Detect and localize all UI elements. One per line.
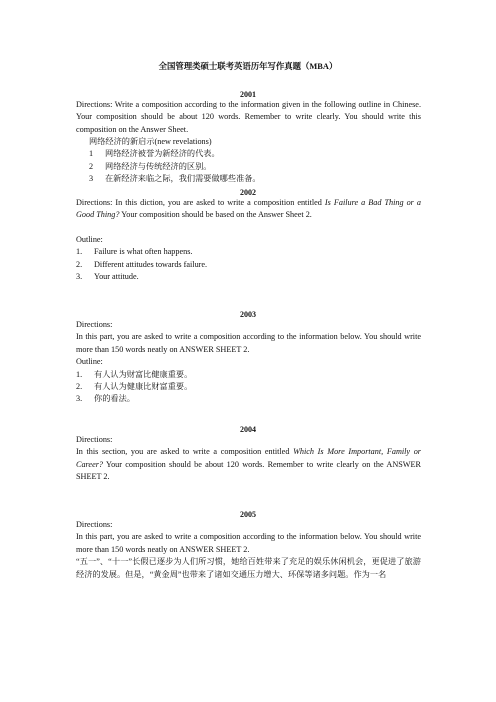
directions-text: Directions: Write a composition according to the information given in the following outline in Chinese. Your composition should be about 120 words. Remember to write clearly. You should write this composition on the Answer Sheet. [76,100,421,134]
section-2003-directions [76,319,421,406]
directions-label: Directions: [76,435,113,444]
directions-text: In this part, you are asked to write a composition according to the information below. You should write more than 150 words neatly on ANSWER SHEET 2. [76,532,421,554]
section-2001-directions [76,99,421,136]
section-2005-directions [76,519,421,581]
section-year-2003: 2003 [240,310,256,319]
outline-item: 1. 有人认为财富比健康重要。 [76,369,193,379]
document-title: 全国管理类硕士联考英语历年写作真题（MBA） [158,62,338,71]
section-year-2001: 2001 [240,90,256,99]
outline-item: 3 在新经济来临之际，我们需要做哪些准备。 [89,174,261,184]
composition-title: Is Failure a Bad Thing or a Good Thing? [76,198,421,220]
body-paragraph: “五一”、“十一”长假已逐步为人们所习惯，她给百姓带来了充足的娱乐休闲机会，更促进了旅游经济的发展。但是，“黄金周”也带来了诸如交通压力增大、环保等诸多问题。作为一名 [76,557,421,579]
outline-item: 1 网络经济被誉为新经济的代表。 [89,149,220,159]
composition-title: Which Is More Important, Family or Career? [76,447,421,469]
section-2001-outline [76,136,421,186]
outline-item: 3. 你的看法。 [76,394,135,404]
section-2004-directions [76,434,421,484]
outline-item: 3. Your attitude. [76,272,139,282]
outline-item: 1. Failure is what often happens. [76,247,193,257]
outline-item: 2. Different attitudes towards failure. [76,259,208,269]
directions-text: In this part, you are asked to write a composition according to the information below. You should write more than 150 words neatly on ANSWER SHEET 2. [76,332,421,354]
section-year-2002: 2002 [240,188,256,197]
section-year-2005: 2005 [240,510,256,519]
outline-label: Outline: [76,235,103,244]
directions-label: Directions: [76,520,113,529]
section-2002-outline [76,234,421,284]
outline-topic: 网络经济的新启示(new revelations) [89,137,212,146]
outline-label: Outline: [76,357,103,367]
outline-item: 2 网络经济与传统经济的区别。 [89,161,212,171]
outline-item: 2. 有人认为健康比财富重要。 [76,382,193,392]
section-2002-directions: Directions: In this diction, you are asked to write a composition entitled Is Failure a Bad Thing or a Good Thing? Your composition should be based on the Answer Sheet 2. [76,198,421,220]
directions-label: Directions: [76,320,113,329]
directions-text: In this section, you are asked to write a composition entitled Which Is More Important, Family or Career? Your composition should be about 120 words. Remember to write clearly on the ANSWER SHEET 2. [76,447,421,482]
section-year-2004: 2004 [240,425,256,434]
